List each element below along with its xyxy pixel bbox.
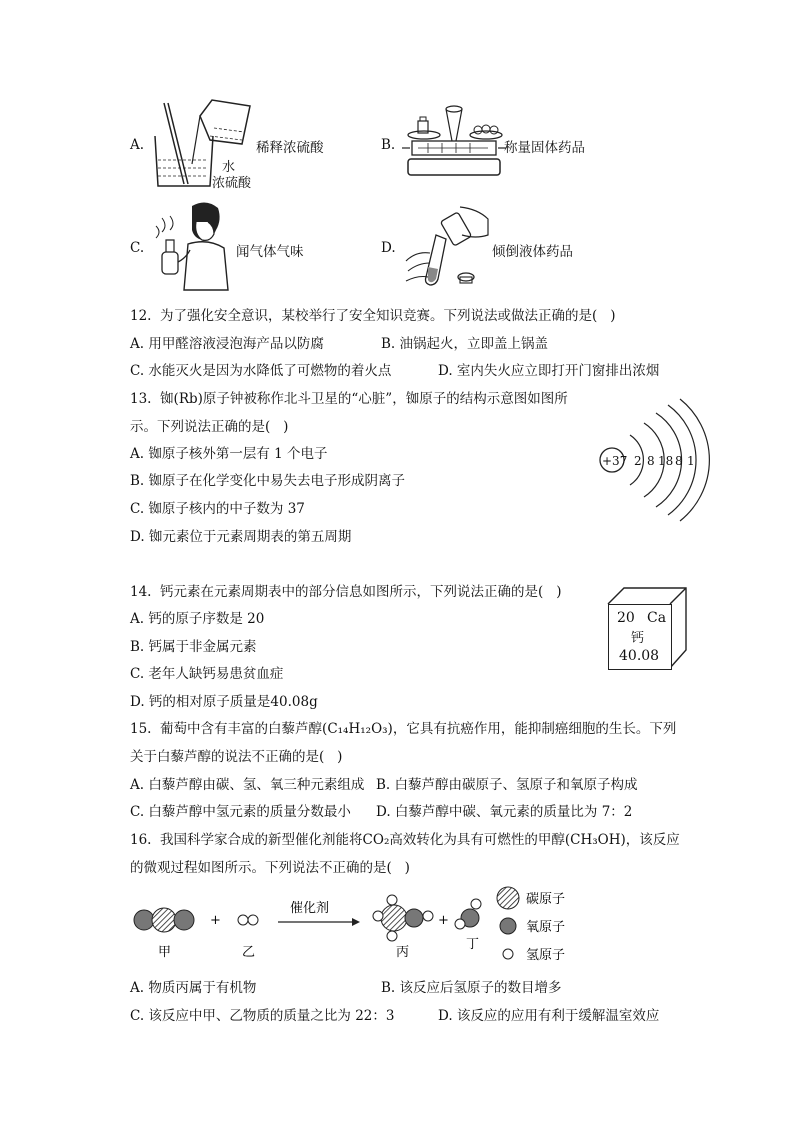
q12-option-d: D. 室内失火应立即打开门窗排出浓烟 (438, 363, 660, 379)
q14-option-a: A. 钙的原子序数是 20 (130, 611, 265, 627)
shell-4-count: 8 (675, 454, 683, 468)
shell-5-count: 1 (687, 454, 695, 468)
q12-option-b: B. 油锅起火，立即盖上锅盖 (381, 336, 549, 352)
option-d-letter: D. (381, 240, 396, 256)
plus-sign-2: + (438, 913, 449, 928)
q12-option-c: C. 水能灭火是因为水降低了可燃物的着火点 (130, 363, 392, 379)
q15-option-a: A. 白藜芦醇由碳、氢、氧三种元素组成 (130, 777, 365, 793)
option-b-caption: 称量固体药品 (504, 140, 585, 156)
catalyst-label: 催化剂 (290, 901, 330, 916)
q14-option-d: D. 钙的相对原子质量是40.08g (130, 694, 318, 710)
element-name: 钙 (631, 631, 645, 646)
pour-liquid-illustration (400, 205, 492, 293)
plus-sign-1: + (210, 913, 221, 928)
atomic-number: 20 (617, 610, 635, 626)
q12-stem: 12. 为了强化安全意识，某校举行了安全知识竞赛。下列说法或做法正确的是( ) (130, 308, 616, 324)
q14-stem: 14. 钙元素在元素周期表中的部分信息如图所示，下列说法正确的是( ) (130, 584, 562, 600)
atomic-mass: 40.08 (619, 648, 660, 664)
shell-2-count: 8 (647, 454, 655, 468)
q16-stem-line2: 的微观过程如图所示。下列说法不正确的是( ) (130, 860, 410, 876)
option-c-letter: C. (130, 240, 145, 256)
label-ding: 丁 (466, 937, 480, 952)
q16-option-c: C. 该反应中甲、乙物质的质量之比为 22：3 (130, 1008, 395, 1024)
q14-option-b: B. 钙属于非金属元素 (130, 639, 257, 655)
q15-option-d: D. 白藜芦醇中碳、氧元素的质量比为 7：2 (376, 804, 633, 820)
label-jia: 甲 (158, 945, 172, 960)
q15-option-c: C. 白藜芦醇中氢元素的质量分数最小 (130, 804, 351, 820)
reaction-micro-diagram (130, 884, 600, 968)
option-d-caption: 倾倒液体药品 (492, 244, 573, 260)
label-yi: 乙 (242, 945, 256, 960)
q16-option-a: A. 物质丙属于有机物 (130, 980, 257, 996)
q15-stem-line2: 关于白藜芦醇的说法不正确的是( ) (130, 749, 343, 765)
legend-oxygen: 氧原子 (526, 920, 566, 935)
q13-stem-line2: 示。下列说法正确的是( ) (130, 419, 289, 435)
option-a-caption: 稀释浓硫酸 (256, 140, 324, 156)
smell-gas-illustration (148, 200, 234, 290)
legend-hydrogen: 氢原子 (526, 948, 566, 963)
q16-stem-line1: 16. 我国科学家合成的新型催化剂能将CO₂高效转化为具有可燃性的甲醇(CH₃OH)，该反应 (130, 832, 680, 848)
q14-option-c: C. 老年人缺钙易患贫血症 (130, 666, 284, 682)
q15-stem-line1: 15. 葡萄中含有丰富的白藜芦醇(C₁₄H₁₂O₃)，它具有抗癌作用，能抑制癌细胞的生长。下列 (130, 721, 677, 737)
nucleus-charge: +37 (602, 454, 628, 468)
label-bing: 丙 (396, 945, 410, 960)
q16-option-d: D. 该反应的应用有利于缓解温室效应 (438, 1008, 660, 1024)
option-b-letter: B. (381, 137, 396, 153)
q13-option-a: A. 铷原子核外第一层有 1 个电子 (130, 446, 328, 462)
q12-option-a: A. 用甲醛溶液浸泡海产品以防腐 (130, 336, 324, 352)
label-water: 水 (222, 160, 236, 175)
label-concentrated-acid: 浓硫酸 (212, 176, 252, 191)
q13-option-c: C. 铷原子核内的中子数为 37 (130, 501, 305, 517)
q13-option-b: B. 铷原子在化学变化中易失去电子形成阴离子 (130, 473, 406, 489)
shell-3-count: 18 (658, 454, 674, 468)
rubidium-atom-structure-diagram (594, 395, 704, 525)
option-c-caption: 闻气体气味 (236, 244, 304, 260)
q13-option-d: D. 铷元素位于元素周期表的第五周期 (130, 529, 352, 545)
q13-stem-line1: 13. 铷(Rb)原子钟被称作北斗卫星的“心脏”，铷原子的结构示意图如图所 (130, 391, 568, 407)
balance-illustration (402, 105, 512, 181)
shell-1-count: 2 (634, 454, 642, 468)
q16-option-b: B. 该反应后氢原子的数目增多 (381, 980, 562, 996)
element-symbol: Ca (647, 610, 667, 626)
legend-carbon: 碳原子 (526, 892, 566, 907)
q15-option-b: B. 白藜芦醇由碳原子、氢原子和氧原子构成 (376, 777, 638, 793)
option-a-letter: A. (130, 137, 145, 153)
calcium-element-card (608, 604, 672, 670)
